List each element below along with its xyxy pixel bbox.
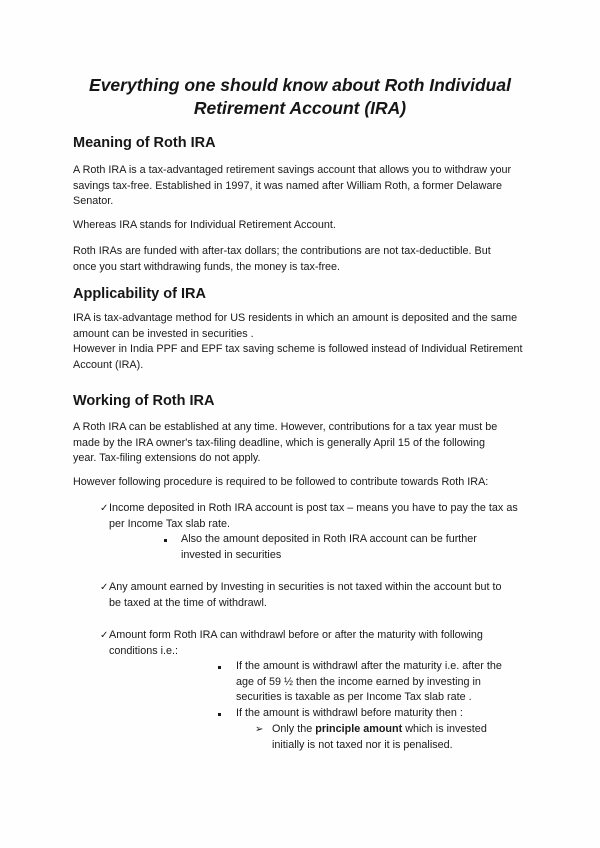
square-bullet-icon [218,713,221,716]
checklist-item-earnings-not-taxed [109,580,539,611]
heading-applicability-of-ira: Applicability of IRA [73,286,206,302]
text-line: A Roth IRA can be established at any time. However, contributions for a tax year must be [73,421,498,433]
text-line: securities is taxable as per Income Tax slab rate . [236,691,472,703]
text-line: Account (IRA). [73,358,144,371]
subitem-further-invested [181,532,511,563]
checkmark-icon: ✓ [100,503,109,514]
text-line: Senator. [73,195,114,207]
paragraph-procedure-intro [73,475,538,491]
text-line: savings tax-free. Established in 1997, it was named after William Roth, a former Delaware [73,179,503,192]
square-bullet-icon [218,666,221,669]
text-line: If the amount is withdrawl after the maturity i.e. after the [236,660,502,672]
text-line: However in India PPF and EPF tax saving scheme is followed instead of Individual Retirement [73,343,523,355]
subitem-after-maturity [236,659,536,706]
text-line: per Income Tax slab rate. [109,517,231,530]
text-line: amount can be invested in securities . [73,327,254,340]
text-line: invested in securities [181,548,282,561]
checkmark-icon: ✓ [100,630,109,641]
paragraph-ira-stands-for [73,218,538,234]
text-line: Any amount earned by Investing in securities is not taxed within the account but to [109,581,502,593]
paragraph-after-tax-funding [73,244,538,275]
text-line: Roth IRAs are funded with after-tax dollars; the contributions are not tax-deductible. But [73,245,491,257]
text-fragment: which is invested [402,723,487,735]
text-line: Also the amount deposited in Roth IRA account can be further [181,533,477,545]
heading-meaning-of-roth-ira: Meaning of Roth IRA [73,135,216,151]
text-line: IRA is tax-advantage method for US residents in which an amount is deposited and the same [73,312,518,324]
text-line: Income deposited in Roth IRA account is post tax – means you have to pay the tax as [109,502,518,514]
arrow-bullet-icon: ➢ [255,724,264,735]
arrow-item-principle-amount [272,722,532,753]
text-line: once you start withdrawing funds, the money is tax-free. [73,260,341,273]
title-line-1: Everything one should know about Roth Individual [89,75,511,95]
checkmark-icon: ✓ [100,582,109,593]
text-line: Amount form Roth IRA can withdrawl before or after the maturity with following [109,629,483,641]
text-line: made by the IRA owner's tax-filing deadline, which is generally April 15 of the following [73,436,485,449]
title-line-2: Retirement Account (IRA) [193,98,407,118]
text-line: conditions i.e.: [109,644,179,657]
bold-term-principle-amount: principle amount [315,723,403,735]
text-fragment: Only the [272,723,316,735]
document-title [60,74,540,120]
text-line: However following procedure is required to be followed to contribute towards Roth IRA: [73,476,489,488]
text-line: If the amount is withdrawl before maturity then : [236,707,463,719]
text-line: be taxed at the time of withdrawl. [109,596,267,609]
checklist-item-post-tax [109,501,539,532]
text-line: year. Tax-filing extensions do not apply. [73,452,261,464]
paragraph-working [73,420,538,467]
text-line [272,722,532,738]
text-line: A Roth IRA is a tax-advantaged retirement savings account that allows you to withdraw your [73,164,512,176]
checklist-item-withdrawal-conditions [109,628,539,659]
heading-working-of-roth-ira: Working of Roth IRA [73,393,215,409]
paragraph-roth-ira-definition [73,163,538,210]
text-line: age of 59 ½ then the income earned by investing in [236,675,481,688]
subitem-before-maturity [236,706,536,722]
square-bullet-icon [164,539,167,542]
text-line: initially is not taxed nor it is penalised. [272,738,453,751]
text-line: Whereas IRA stands for Individual Retirement Account. [73,219,336,231]
paragraph-applicability [73,311,538,373]
